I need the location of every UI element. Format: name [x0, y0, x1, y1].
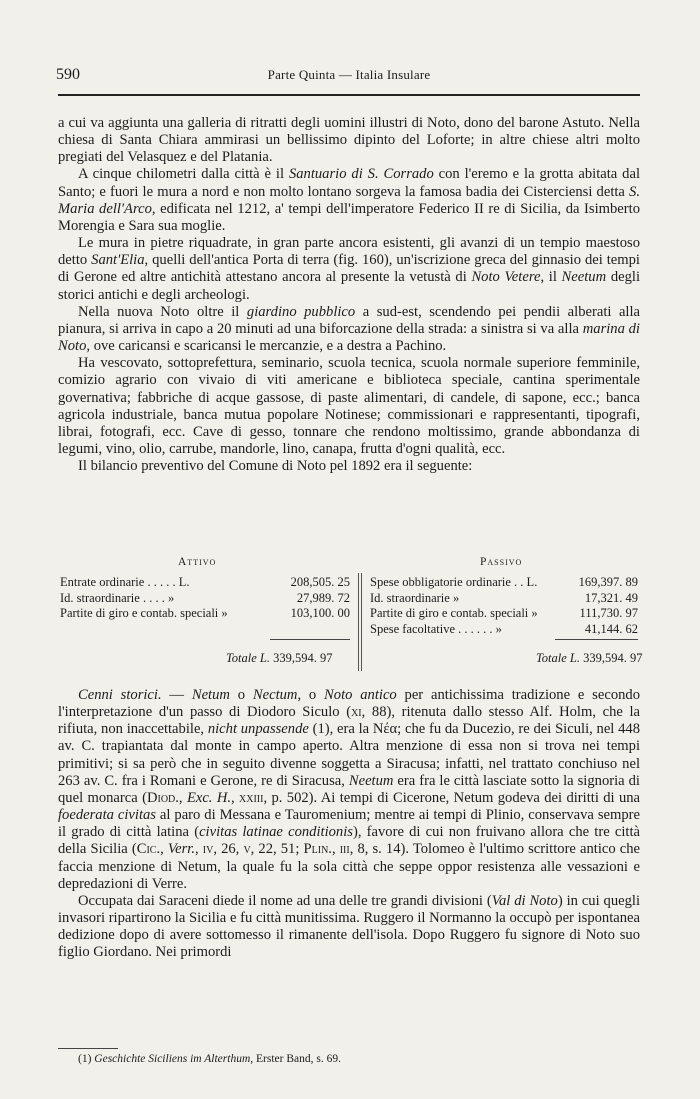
paragraph: A cinque chilometri dalla città è il Santuario di S. Corrado con l'eremo e la grotta abitata dal Santo; e fuori le mura a nord e non molto lontano sorgeva la famosa badia dei Cisterciensi detta S. Maria dell'Arco, edificata nel 1212, a' tempi dell'imperatore Federico II re di Sicilia, da Isimberto Morengia e Sara sua moglie. [58, 166, 641, 234]
attivo-total [226, 651, 333, 667]
row-label: Id. straordinarie » [370, 590, 460, 605]
row-amount: 17,321. 49 [584, 590, 638, 605]
table-row [60, 591, 350, 607]
row-label: Entrate ordinarie . . . . . L. [60, 575, 190, 589]
paragraph: Il bilancio preventivo del Comune di Noto pel 1892 era il seguente: [78, 458, 473, 475]
total-amount: 339,594. 97 [273, 651, 333, 665]
total-amount: 339,594. 97 [583, 651, 643, 665]
total-rule [270, 639, 350, 640]
column-divider [361, 573, 362, 671]
passivo-total [536, 651, 643, 667]
history-section [58, 687, 640, 962]
paragraph: Occupata dai Saraceni diede il nome ad una delle tre grandi divisioni (Val di Noto) in cui quegli invasori ripartirono la Sicilia e fu città munitissima. Ruggero il Normanno la occupò per ispontanea dedizione dopo di avere sottomesso il rimanente dell'isola. Dopo Ruggero fu signore di Noto suo figlio Giordano. Nei primordi [58, 892, 641, 961]
row-amount: 111,730. 97 [579, 606, 638, 620]
footnote-rest: Erster Band, s. 69. [253, 1053, 341, 1065]
table-row [60, 606, 350, 622]
total-label: Totale L. [536, 651, 581, 665]
row-amount: 103,100. 00 [290, 606, 350, 620]
row-amount: 208,505. 25 [290, 575, 350, 589]
passivo-heading: Passivo [480, 556, 523, 568]
table-row [60, 575, 350, 591]
column-divider [358, 573, 359, 671]
page-number: 590 [56, 66, 80, 83]
attivo-column [60, 575, 350, 622]
row-label: Spese obbligatorie ordinarie . . L. [370, 575, 538, 589]
passivo-column [370, 575, 638, 637]
paragraph: Ha vescovato, sottoprefettura, seminario, scuola tecnica, scuola normale superiore femminile, comizio agrario con vivaio di viti americane e biblioteca speciale, cantina sperimentale governativa; fabbriche di acque gassose, di paste alimentari, di candele, di sapone, ecc.; banca agricola industriale, banca mutua popolare Notinese; commissionari e rappresentanti, tipografi, librai, fotografi, ecc. Cave di gesso, tonnare che rendono moltissimo, grande abbondanza di legumi, vino, olio, carrube, mandorle, lino, canapa, frutta d'ogni qualità, ecc. [58, 355, 640, 457]
paragraph: Le mura in pietre riquadrate, in gran parte ancora esistenti, gli avanzi di un tempio maestoso detto Sant'Elia, quelli dell'antica Porta di terra (fig. 160), un'iscrizione greca del ginnasio dei tempi di Gerone ed altre antichità attestano ancora al presente la vetustà di Noto Vetere, il Neetum degli storici antichi e degli archeologi. [58, 235, 640, 303]
row-label: Id. straordinarie . . . . » [60, 590, 175, 605]
footnote-marker: (1) [78, 1053, 92, 1065]
row-label: Spese facoltative . . . . . . » [370, 621, 502, 636]
row-label: Partite di giro e contab. speciali » [370, 606, 538, 620]
paragraph: a cui va aggiunta una galleria di ritratti degli uomini illustri di Noto, dono del barone Astuto. Nella chiesa di Santa Chiara ammirasi un bellissimo dipinto del Loforte; in altre chiese altri molto pregiati del Velasquez e del Platania. [58, 115, 640, 166]
table-row [370, 622, 638, 638]
table-row [370, 606, 638, 622]
total-rule [555, 639, 638, 640]
row-amount: 169,397. 89 [578, 575, 638, 589]
header-rule [58, 94, 640, 96]
table-row [370, 575, 638, 591]
total-label: Totale L. [226, 651, 271, 665]
running-title: Parte Quinta — Italia Insulare [267, 67, 431, 82]
paragraph: Cenni storici. — Netum o Nectum, o Noto antico per antichissima tradizione e secondo l'interpretazione d'un passo di Diodoro Siculo (xi, 88), ritenuta dallo stesso Alf. Holm, che la rifiuta, non inaccettabile, nicht unpassende (1), era la Νέα; che fu da Ducezio, re dei Siculi, nel 448 av. C. trapiantata dal monte in campo aperto. Altra menzione di essa non si trova nei tempi primitivi; si sa però che in seguito divenne soggetta a Siracusa; infatti, nel trattato conchiuso nel 263 av. C. fra i Romani e Gerone, re di Siracusa, Neetum era fra le città lasciate sotto la signoria di quel monarca (Diod., Exc. H., xxiii, p. 502). Ai tempi di Cicerone, Netum godeva dei diritti di una foederata civitas al paro di Messana e Tauromenium; mentre ai tempi di Plinio, conservava sempre il grado di città latina (civitas latinae conditionis), favore di cui non fruivano allora che tre città della Sicilia (Cic., Verr., iv, 26, v, 22, 51; Plin., iii, 8, s. 14). Tolomeo è l'ultimo scrittore antico che faccia menzione di Netum, la quale fu la sola città che seppe oppor resistenza alle vessazioni e depredazioni di Verre. [58, 687, 641, 892]
footnote-title: Geschichte Siciliens im Alterthum, [94, 1053, 254, 1065]
row-label: Partite di giro e contab. speciali » [60, 606, 228, 620]
paragraph: Nella nuova Noto oltre il giardino pubblico a sud-est, scendendo pei pendii alberati alla pianura, si arriva in capo a 20 minuti ad una biforcazione della strada: a sinistra si va alla marina di Noto, ove caricansi e scaricansi le mercanzie, e a destra a Pachino. [58, 303, 641, 355]
body-text [58, 115, 640, 475]
footnote [78, 1053, 341, 1065]
table-row [370, 591, 638, 607]
attivo-heading: Attivo [178, 556, 217, 568]
row-amount: 27,989. 72 [296, 590, 350, 605]
running-head [58, 66, 640, 86]
footnote-rule [58, 1048, 118, 1049]
row-amount: 41,144. 62 [584, 621, 638, 636]
